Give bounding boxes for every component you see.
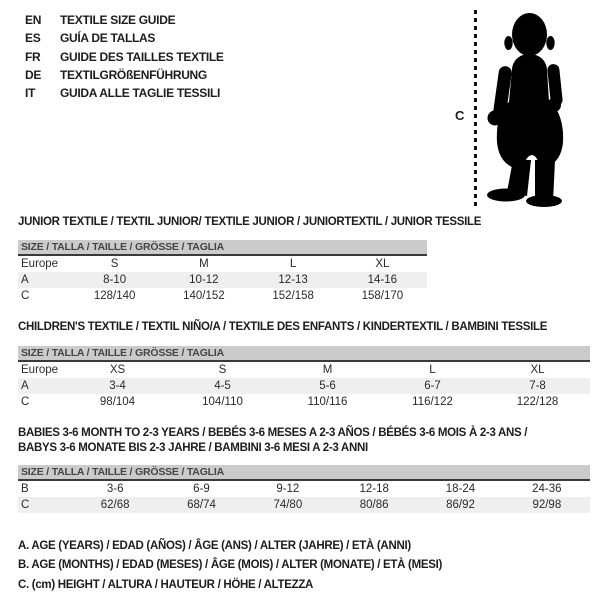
column-header: XS xyxy=(109,364,126,376)
junior-textile-table xyxy=(18,216,482,304)
language-code: ES xyxy=(25,31,41,46)
language-row xyxy=(25,11,224,29)
table-cell: 4-5 xyxy=(214,380,231,392)
table-cell: 8-10 xyxy=(103,274,127,286)
language-code: DE xyxy=(25,67,42,82)
language-list xyxy=(25,11,224,102)
language-title: TEXTILE SIZE GUIDE xyxy=(60,13,176,27)
height-measure-label: C xyxy=(455,108,465,123)
column-header: M xyxy=(322,364,333,376)
row-label: B xyxy=(21,483,29,495)
table-cell: 140/152 xyxy=(183,290,225,302)
table-title-block xyxy=(18,216,482,229)
table-cell: 62/68 xyxy=(100,499,130,511)
table-cell: 3-6 xyxy=(106,483,124,495)
table-cell: 158/170 xyxy=(361,290,404,302)
table-title: JUNIOR TEXTILE / TEXTIL JUNIOR/ TEXTILE JUNIOR / JUNIORTEXTIL / JUNIOR TESSILE xyxy=(18,216,482,228)
table-cell: 24-36 xyxy=(532,483,562,495)
height-measure-dotted-line xyxy=(474,10,477,206)
language-title: GUIDE DES TAILLES TEXTILE xyxy=(60,49,224,64)
column-header: Europe xyxy=(21,258,59,270)
table-cell: 116/122 xyxy=(412,396,453,408)
column-header: XL xyxy=(530,364,545,376)
row-label: A xyxy=(21,274,29,286)
language-code: EN xyxy=(25,13,42,27)
footnote-line: C. (cm) HEIGHT / ALTURA / HAUTEUR / HÖHE / ALTEZZA xyxy=(18,578,314,591)
language-row xyxy=(25,84,224,102)
table-cell: 3-4 xyxy=(109,380,126,392)
column-header: S xyxy=(218,364,227,376)
column-header: S xyxy=(110,258,119,270)
babies-textile-table xyxy=(18,426,590,513)
table-cell: 12-18 xyxy=(359,483,389,495)
row-label: C xyxy=(21,290,30,302)
table-title: BABYS 3-6 MONATE BIS 2-3 JAHRE / BAMBINI 3-6 MESI A 2-3 ANNI xyxy=(18,442,368,454)
table-cell: 128/140 xyxy=(93,290,136,302)
table-cell: 104/110 xyxy=(202,396,243,408)
table-rows xyxy=(18,481,590,513)
row-label: C xyxy=(21,499,30,511)
language-title: TEXTILGRÖßENFÜHRUNG xyxy=(60,67,207,82)
table-cell: 12-13 xyxy=(278,274,308,286)
table-title-block xyxy=(18,426,590,456)
childrens-textile-table xyxy=(18,321,590,410)
table-cell: 92/98 xyxy=(532,499,562,511)
table-rows xyxy=(18,362,590,410)
row-label: A xyxy=(21,380,29,392)
footnote-line: A. AGE (YEARS) / EDAD (AÑOS) / ÂGE (ANS) / ALTER (JAHRE) / ETÀ (ANNI) xyxy=(18,540,411,552)
column-header: Europe xyxy=(21,364,59,376)
table-cell: 14-16 xyxy=(367,274,398,286)
table-cell: 122/128 xyxy=(516,396,559,408)
table-row xyxy=(18,288,427,304)
table-cell: 68/74 xyxy=(187,499,216,511)
table-cell: 74/80 xyxy=(273,499,303,511)
table-cell: 98/104 xyxy=(99,396,136,408)
table-cell: 5-6 xyxy=(319,380,336,392)
table-cell: 9-12 xyxy=(276,483,300,495)
column-header: L xyxy=(289,258,297,270)
footnote-list xyxy=(18,537,442,595)
size-header-bar: SIZE / TALLA / TAILLE / GRÖSSE / TAGLIA xyxy=(18,240,427,256)
language-code: IT xyxy=(25,86,36,101)
language-row xyxy=(25,66,224,84)
table-title: CHILDREN'S TEXTILE / TEXTIL NIÑO/A / TEXTILE DES ENFANTS / KINDERTEXTIL / BAMBINI TESSILE xyxy=(18,321,548,333)
table-header-row xyxy=(18,256,427,272)
table-row xyxy=(18,481,590,497)
table-rows xyxy=(18,256,427,304)
footnote-line: B. AGE (MONTHS) / EDAD (MESES) / ÂGE (MOIS) / ALTER (MONATE) / ETÀ (MESI) xyxy=(18,559,443,572)
column-header: L xyxy=(429,364,436,376)
table-row xyxy=(18,497,590,513)
language-row xyxy=(25,48,224,66)
size-header-bar: SIZE / TALLA / TAILLE / GRÖSSE / TAGLIA xyxy=(18,465,590,481)
table-title: BABIES 3-6 MONTH TO 2-3 YEARS / BEBÉS 3-6 MESES A 2-3 AÑOS / BÉBÉS 3-6 MOIS À 2-3 ANS / xyxy=(18,427,528,439)
table-row xyxy=(18,394,590,410)
baby-silhouette-icon xyxy=(483,10,569,208)
table-cell: 152/158 xyxy=(272,290,314,302)
table-cell: 86/92 xyxy=(446,499,475,511)
table-cell: 18-24 xyxy=(445,483,476,495)
table-cell: 10-12 xyxy=(189,274,219,286)
language-title: GUÍA DE TALLAS xyxy=(60,31,156,46)
table-cell: 6-9 xyxy=(193,483,210,495)
table-header-row xyxy=(18,362,590,378)
column-header: M xyxy=(199,258,209,270)
column-header: XL xyxy=(375,258,390,270)
table-row xyxy=(18,378,590,394)
table-cell: 80/86 xyxy=(359,499,389,511)
table-cell: 110/116 xyxy=(307,396,348,408)
size-header-bar: SIZE / TALLA / TAILLE / GRÖSSE / TAGLIA xyxy=(18,346,590,362)
row-label: C xyxy=(21,396,30,408)
table-cell: 7-8 xyxy=(529,380,546,392)
language-row xyxy=(25,29,224,47)
table-title-block xyxy=(18,321,590,334)
table-cell: 6-7 xyxy=(424,380,441,392)
table-row xyxy=(18,272,427,288)
language-code: FR xyxy=(25,49,41,64)
language-title: GUIDA ALLE TAGLIE TESSILI xyxy=(60,86,221,101)
